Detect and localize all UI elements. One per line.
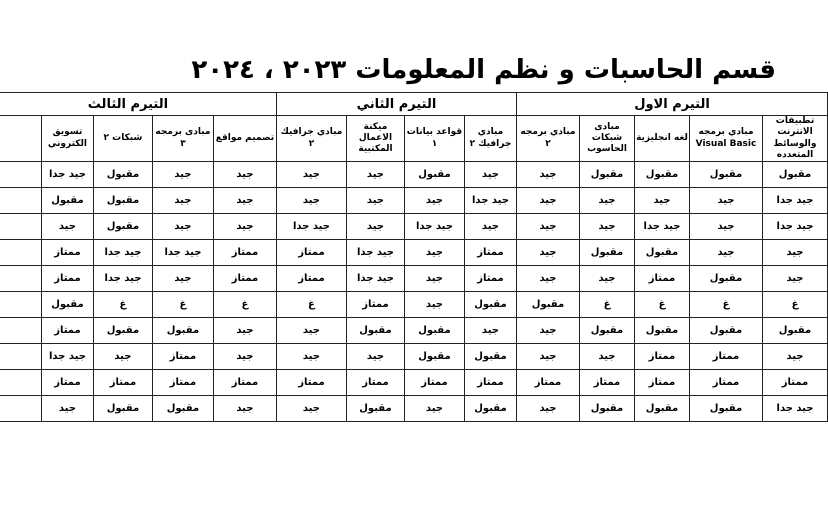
- grade-cell: جيد: [404, 266, 464, 292]
- table-row: [0, 344, 828, 370]
- grade-cell: جيد جدا: [763, 214, 828, 240]
- grade-cell: [0, 344, 41, 370]
- grade-cell: مقبول: [152, 396, 213, 422]
- grade-cell: ممتاز: [690, 370, 763, 396]
- grade-cell: جيد: [213, 162, 276, 188]
- subject-header: لغه انجليزية: [635, 116, 690, 162]
- subject-header: مبادي برمجه ٢: [516, 116, 579, 162]
- subject-header: قواعد بيانات ١: [404, 116, 464, 162]
- grade-cell: جيد: [152, 266, 213, 292]
- grade-cell: ممتاز: [346, 370, 404, 396]
- subject-header: مبادى برمجه ٣: [152, 116, 213, 162]
- grade-cell: جيد: [690, 214, 763, 240]
- subject-header: ميكنة الاعمال المكتبية: [346, 116, 404, 162]
- grade-cell: مقبول: [41, 292, 93, 318]
- grade-cell: جيد جدا: [93, 240, 152, 266]
- grade-cell: مقبول: [152, 318, 213, 344]
- grade-cell: مقبول: [690, 162, 763, 188]
- grade-cell: مقبول: [404, 344, 464, 370]
- grade-cell: ممتاز: [635, 266, 690, 292]
- grade-cell: جيد جدا: [404, 214, 464, 240]
- grade-cell: جيد: [213, 214, 276, 240]
- grade-cell: ممتاز: [213, 266, 276, 292]
- grade-cell: مقبول: [635, 240, 690, 266]
- grade-cell: جيد جدا: [635, 214, 690, 240]
- grade-cell: مقبول: [346, 396, 404, 422]
- grade-cell: جيد: [152, 162, 213, 188]
- grade-cell: مقبول: [690, 318, 763, 344]
- grade-cell: جيد: [346, 162, 404, 188]
- subject-header: مبادي برمجه Visual Basic: [690, 116, 763, 162]
- grade-cell: مقبول: [580, 318, 635, 344]
- grade-cell: جيد جدا: [41, 162, 93, 188]
- grade-cell: جيد: [516, 396, 579, 422]
- grade-cell: جيد: [516, 214, 579, 240]
- grade-cell: مقبول: [635, 396, 690, 422]
- grade-cell: جيد: [516, 266, 579, 292]
- subject-header: مبادى شبكات الحاسوب: [580, 116, 635, 162]
- grade-cell: ممتاز: [41, 240, 93, 266]
- grade-cell: جيد جدا: [41, 344, 93, 370]
- grade-cell: [0, 318, 41, 344]
- grade-cell: ممتاز: [213, 240, 276, 266]
- grade-cell: مقبول: [516, 292, 579, 318]
- table-row: [0, 266, 828, 292]
- grade-cell: [0, 266, 41, 292]
- grade-cell: جيد: [276, 162, 346, 188]
- grade-cell: جيد جدا: [464, 188, 516, 214]
- grade-cell: ممتاز: [41, 318, 93, 344]
- grade-cell: ممتاز: [464, 266, 516, 292]
- grade-cell: جيد: [580, 188, 635, 214]
- grade-cell: جيد: [93, 344, 152, 370]
- grade-cell: مقبول: [346, 318, 404, 344]
- grade-cell: مقبول: [763, 318, 828, 344]
- grade-cell: ممتاز: [152, 344, 213, 370]
- grade-cell: ممتاز: [580, 370, 635, 396]
- grade-cell: [0, 396, 41, 422]
- subject-header: شبكات ٢: [93, 116, 152, 162]
- grade-cell: جيد: [213, 344, 276, 370]
- term-header-row: [0, 93, 828, 116]
- grade-cell: مقبول: [580, 162, 635, 188]
- grade-cell: جيد: [690, 188, 763, 214]
- grade-cell: [0, 240, 41, 266]
- grade-cell: جيد: [464, 162, 516, 188]
- grade-cell: جيد: [690, 240, 763, 266]
- grade-cell: جيد: [152, 214, 213, 240]
- grade-cell: غ: [152, 292, 213, 318]
- grade-cell: ممتاز: [763, 370, 828, 396]
- grade-cell: جيد: [346, 344, 404, 370]
- term-header: التيرم الثاني: [276, 93, 516, 116]
- subject-header: تسويق الكتروني: [41, 116, 93, 162]
- grade-cell: ممتاز: [516, 370, 579, 396]
- grade-cell: ممتاز: [276, 240, 346, 266]
- term-header: التيرم الاول: [516, 93, 827, 116]
- grade-cell: [0, 370, 41, 396]
- grade-cell: مقبول: [464, 396, 516, 422]
- grade-cell: مقبول: [635, 162, 690, 188]
- grade-cell: جيد: [580, 344, 635, 370]
- grade-cell: ممتاز: [41, 266, 93, 292]
- grade-cell: مقبول: [580, 240, 635, 266]
- grade-cell: ممتاز: [276, 370, 346, 396]
- grade-cell: جيد: [464, 214, 516, 240]
- grade-cell: ممتاز: [276, 266, 346, 292]
- grade-cell: جيد جدا: [276, 214, 346, 240]
- grade-cell: ممتاز: [41, 370, 93, 396]
- grade-cell: مقبول: [580, 396, 635, 422]
- grade-cell: [0, 214, 41, 240]
- grade-cell: جيد: [580, 214, 635, 240]
- grade-cell: غ: [763, 292, 828, 318]
- table-row: [0, 162, 828, 188]
- grade-cell: مقبول: [93, 214, 152, 240]
- grade-cell: جيد جدا: [346, 266, 404, 292]
- grade-cell: جيد جدا: [152, 240, 213, 266]
- grade-cell: جيد: [763, 240, 828, 266]
- grade-cell: جيد جدا: [763, 396, 828, 422]
- table-row: [0, 292, 828, 318]
- term-header: التيرم الثالث: [0, 93, 276, 116]
- grade-cell: ممتاز: [404, 370, 464, 396]
- table-row: [0, 214, 828, 240]
- grade-cell: جيد: [276, 318, 346, 344]
- grade-cell: [0, 162, 41, 188]
- grade-cell: غ: [93, 292, 152, 318]
- grade-cell: جيد جدا: [763, 188, 828, 214]
- grade-cell: جيد: [346, 214, 404, 240]
- grade-cell: جيد: [404, 240, 464, 266]
- grade-cell: جيد: [516, 188, 579, 214]
- grade-cell: مقبول: [93, 396, 152, 422]
- grade-cell: ممتاز: [635, 370, 690, 396]
- table-row: [0, 318, 828, 344]
- grade-cell: غ: [276, 292, 346, 318]
- grade-cell: جيد: [276, 188, 346, 214]
- grade-cell: ممتاز: [690, 344, 763, 370]
- table-row: [0, 240, 828, 266]
- grade-cell: مقبول: [690, 266, 763, 292]
- grade-cell: مقبول: [41, 188, 93, 214]
- subject-header-row: [0, 116, 828, 162]
- grade-cell: مقبول: [690, 396, 763, 422]
- grades-table: [0, 92, 828, 422]
- grade-cell: مقبول: [404, 162, 464, 188]
- grade-cell: جيد: [404, 396, 464, 422]
- grade-cell: غ: [635, 292, 690, 318]
- grade-cell: ممتاز: [464, 370, 516, 396]
- grade-cell: ممتاز: [346, 292, 404, 318]
- grade-cell: غ: [690, 292, 763, 318]
- grade-cell: جيد: [404, 292, 464, 318]
- grade-cell: جيد: [152, 188, 213, 214]
- grade-cell: جيد: [516, 318, 579, 344]
- grade-cell: جيد جدا: [93, 266, 152, 292]
- grade-cell: مقبول: [635, 318, 690, 344]
- subject-header: مبادي جرافيك ٢: [276, 116, 346, 162]
- grade-cell: [0, 292, 41, 318]
- table-row: [0, 188, 828, 214]
- grade-cell: جيد: [763, 344, 828, 370]
- grade-cell: جيد: [276, 344, 346, 370]
- grade-cell: مقبول: [93, 318, 152, 344]
- grade-cell: مقبول: [404, 318, 464, 344]
- grade-cell: جيد: [404, 188, 464, 214]
- subject-header: تصميم مواقع: [213, 116, 276, 162]
- grade-cell: جيد: [516, 162, 579, 188]
- table-row: [0, 370, 828, 396]
- grade-cell: جيد: [213, 396, 276, 422]
- grade-cell: ممتاز: [213, 370, 276, 396]
- grade-cell: ممتاز: [152, 370, 213, 396]
- page-title: قسم الحاسبات و نظم المعلومات ٢٠٢٣ ، ٢٠٢٤: [191, 55, 776, 85]
- grade-cell: جيد: [346, 188, 404, 214]
- grade-cell: جيد: [276, 396, 346, 422]
- grade-cell: [0, 188, 41, 214]
- grade-cell: جيد: [635, 188, 690, 214]
- grade-cell: ممتاز: [635, 344, 690, 370]
- grade-cell: جيد: [464, 318, 516, 344]
- grade-cell: جيد: [516, 344, 579, 370]
- grade-cell: مقبول: [464, 292, 516, 318]
- grade-cell: جيد جدا: [346, 240, 404, 266]
- grade-cell: جيد: [41, 214, 93, 240]
- grade-cell: ممتاز: [464, 240, 516, 266]
- grade-cell: جيد: [213, 318, 276, 344]
- subject-header: مبادي جرافيك ٢: [464, 116, 516, 162]
- grade-cell: مقبول: [93, 162, 152, 188]
- table-row: [0, 396, 828, 422]
- grade-cell: جيد: [213, 188, 276, 214]
- grade-cell: مقبول: [763, 162, 828, 188]
- grade-cell: غ: [580, 292, 635, 318]
- grade-cell: جيد: [580, 266, 635, 292]
- grade-cell: ممتاز: [93, 370, 152, 396]
- grade-cell: مقبول: [93, 188, 152, 214]
- grade-cell: غ: [213, 292, 276, 318]
- grades-body: [0, 162, 828, 422]
- grade-cell: جيد: [516, 240, 579, 266]
- grade-cell: جيد: [41, 396, 93, 422]
- subject-header: تطبيقات الانترنت والوسائط المتعدده: [763, 116, 828, 162]
- subject-header: [0, 116, 41, 162]
- grade-cell: مقبول: [464, 344, 516, 370]
- grade-cell: جيد: [763, 266, 828, 292]
